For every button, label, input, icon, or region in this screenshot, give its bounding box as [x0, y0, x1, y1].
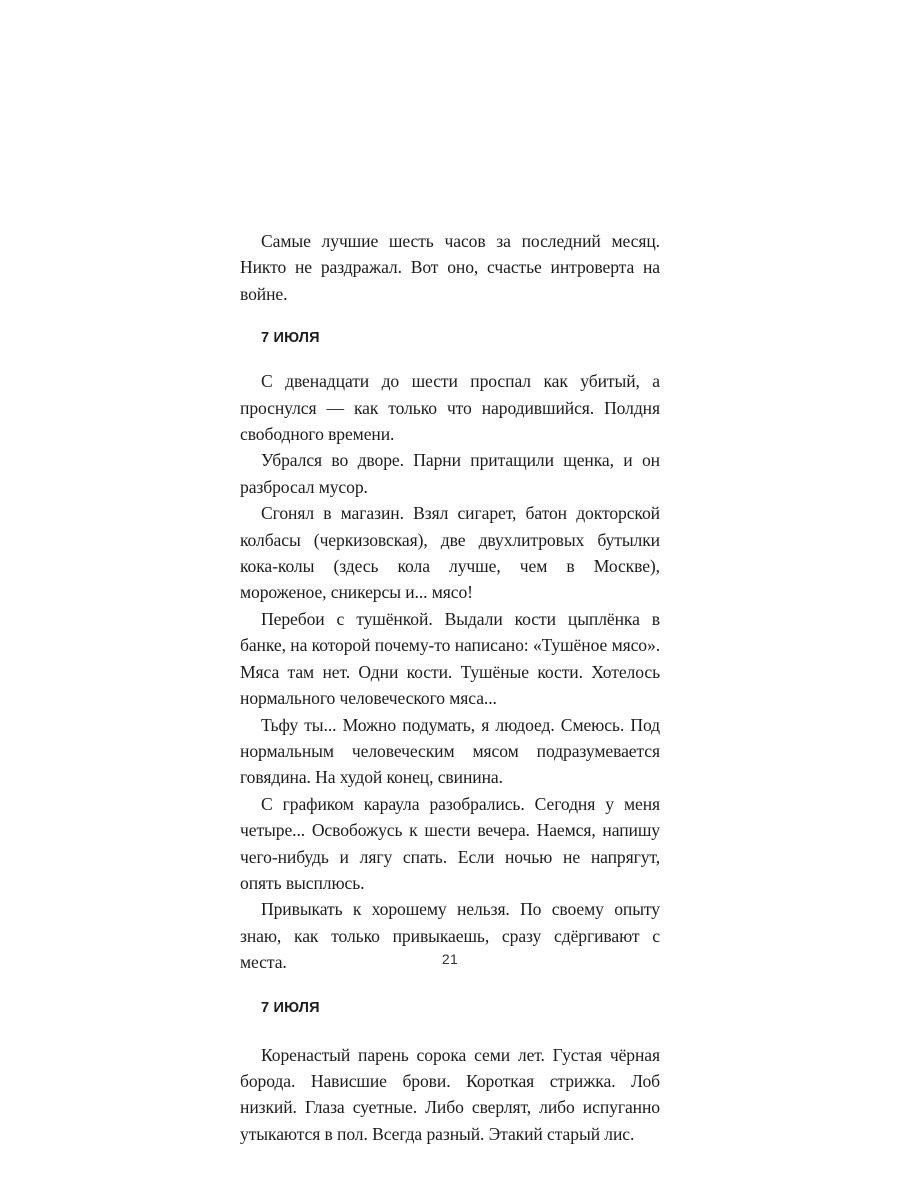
- section1-paragraph-2: Убрался во дворе. Парни притащили щенка, и он разбросал мусор.: [240, 450, 660, 497]
- book-page-text: [240, 228, 660, 1147]
- section1-paragraph-5: Тьфу ты... Можно подумать, я людоед. Смеюсь. Под нормальным человеческим мясом подразумевается говядина. На худой конец, свинина.: [240, 714, 660, 788]
- page-number: 21: [441, 951, 459, 967]
- section1-paragraph-3: Сгонял в магазин. Взял сигарет, батон докторской колбасы (черкизовская), две двухлитровых бутылки кока-колы (здесь кола лучше, чем в Москве), мороженое, сникерсы и... мясо!: [240, 503, 660, 603]
- section-heading-date-2: 7 ИЮЛЯ: [261, 999, 320, 1016]
- section1-paragraph-1: С двенадцати до шести проспал как убитый, а проснулся — как только что народившийся. Полдня свободного времени.: [240, 371, 660, 445]
- section1-paragraph-7: Привыкать к хорошему нельзя. По своему опыту знаю, как только привыкаешь, сразу сдёргивают с места.: [240, 899, 660, 973]
- section-heading-date-1: 7 ИЮЛЯ: [261, 330, 320, 347]
- section2-paragraph-1: Коренастый парень сорока семи лет. Густая чёрная борода. Нависшие брови. Короткая стрижка. Лоб низкий. Глаза суетные. Либо сверлят, либо испуганно утыкаются в пол. Всегда разный. Этакий старый лис.: [240, 1044, 660, 1144]
- section1-paragraph-4: Перебои с тушёнкой. Выдали кости цыплёнка в банке, на которой почему-то написано: «Тушёное мясо». Мяса там нет. Одни кости. Тушёные кости. Хотелось нормального человеческого мяса...: [240, 608, 660, 709]
- section1-paragraph-6: С графиком караула разобрались. Сегодня у меня четыре... Освобожусь к шести вечера. Наемся, напишу чего-нибудь и лягу спать. Если ночью не напрягут, опять высплюсь.: [240, 793, 660, 893]
- intro-paragraph-1: Самые лучшие шесть часов за последний месяц. Никто не раздражал. Вот оно, счастье интроверта на войне.: [240, 231, 660, 304]
